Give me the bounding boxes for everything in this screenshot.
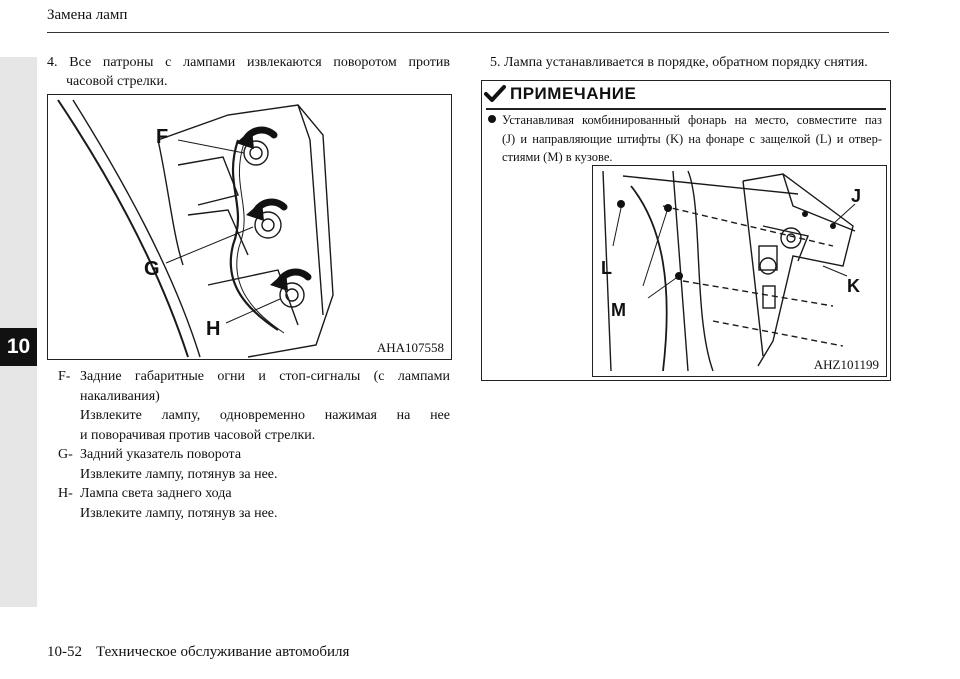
note-box <box>481 80 891 381</box>
checkmark-icon <box>484 85 506 103</box>
page-number: 10-52 <box>47 644 82 660</box>
step-5: 5. Лампа устанавливается в порядке, обратном порядку снятия. <box>490 55 868 70</box>
label-m: M <box>611 300 626 320</box>
figure-legend <box>58 367 450 523</box>
label-h: H <box>206 318 221 340</box>
lamp-install-illustration <box>593 166 886 376</box>
footer-section: Техническое обслуживание автомобиля <box>96 644 350 660</box>
legend-item-f: F- Задние габаритные огни и стоп-сигналы (с лампами накаливания) Извлеките лампу, одновременно нажимая на нее и поворачивая против часовой стрелки. <box>58 369 450 443</box>
header-title: Замена ламп <box>47 7 128 23</box>
note-text: Устанавливая комбинированный фонарь на место, совместите паз (J) и направляющие штифты (K) на фонаре с защелкой (L) и отвер- стиями (M) в кузове. <box>502 113 882 164</box>
bullet-icon <box>488 115 496 123</box>
step-4-line-2: часовой стрелки. <box>66 74 168 89</box>
label-j: J <box>851 186 862 206</box>
note-header <box>484 84 636 104</box>
label-g: G <box>144 258 160 280</box>
lamp-sockets-illustration <box>48 95 451 359</box>
figure-lamp-sockets <box>47 94 452 360</box>
note-title: ПРИМЕЧАНИЕ <box>510 84 637 103</box>
legend-item-g: G- Задний указатель поворота Извлеките лампу, потянув за нее. <box>58 447 278 482</box>
label-f: F <box>156 126 169 148</box>
label-k: K <box>847 276 860 296</box>
step-4-line-1: 4. Все патроны с лампами извлекаются поворотом против <box>47 55 450 70</box>
label-l: L <box>601 258 612 278</box>
note-rule <box>486 108 886 110</box>
page-footer <box>47 644 363 661</box>
figure-code-right: AHZ101199 <box>813 357 879 372</box>
figure-lamp-install <box>592 165 887 377</box>
chapter-tab: 10 <box>0 328 37 366</box>
header-rule <box>47 32 889 33</box>
legend-item-h: H- Лампа света заднего хода Извлеките лампу, потянув за нее. <box>58 486 278 521</box>
figure-code-left: AHA107558 <box>376 340 444 355</box>
